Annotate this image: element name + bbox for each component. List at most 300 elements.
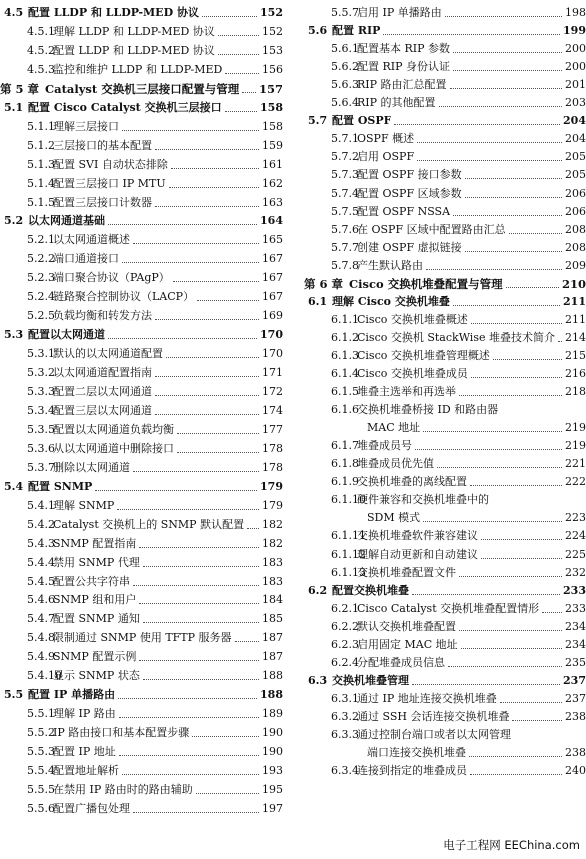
toc-entry-title: 端口聚合协议（PAgP） bbox=[53, 271, 170, 285]
toc-entry-number: 5.2.1 bbox=[27, 233, 55, 247]
toc-entry-number: 5.4.6 bbox=[27, 593, 55, 607]
dot-leader bbox=[139, 547, 259, 548]
dot-leader bbox=[119, 755, 259, 756]
toc-entry-number: 5.7.5 bbox=[331, 204, 359, 218]
dot-leader bbox=[235, 641, 259, 642]
toc-entry[interactable] bbox=[304, 237, 586, 255]
toc-entry-page: 179 bbox=[262, 498, 283, 512]
dot-leader bbox=[202, 16, 257, 17]
toc-entry-number: 5.6.3 bbox=[331, 78, 359, 92]
toc-entry[interactable] bbox=[0, 267, 283, 285]
dot-leader bbox=[417, 142, 562, 143]
toc-entry-title: 启用 OSPF bbox=[357, 150, 415, 164]
toc-entry-page: 219 bbox=[565, 439, 586, 453]
toc-entry-number: 6.3.3 bbox=[331, 728, 359, 741]
toc-entry-number: 6.2.3 bbox=[331, 637, 359, 651]
toc-entry-number: 6.2.1 bbox=[331, 601, 359, 615]
toc-entry-page: 221 bbox=[565, 457, 586, 471]
toc-entry[interactable] bbox=[0, 684, 283, 702]
toc-entry-number: 6.1.13 bbox=[331, 565, 366, 579]
toc-entry[interactable] bbox=[0, 305, 283, 323]
toc-entry-number: 6.3.4 bbox=[331, 764, 359, 778]
toc-entry[interactable] bbox=[0, 2, 283, 20]
toc-entry[interactable] bbox=[304, 544, 586, 562]
toc-entry-number: 6.1.5 bbox=[331, 385, 359, 399]
toc-entry[interactable] bbox=[304, 489, 586, 507]
toc-entry-number: 5.6 bbox=[308, 24, 328, 38]
toc-entry-page: 205 bbox=[565, 150, 586, 164]
toc-entry[interactable] bbox=[0, 229, 283, 247]
toc-entry[interactable] bbox=[0, 419, 283, 437]
toc-entry-title: 启用 IP 单播路由 bbox=[357, 6, 442, 19]
dot-leader bbox=[448, 666, 562, 667]
toc-entry[interactable] bbox=[0, 608, 283, 626]
toc-entry[interactable] bbox=[0, 533, 283, 551]
toc-entry-page: 200 bbox=[565, 60, 586, 74]
toc-entry[interactable] bbox=[304, 291, 586, 309]
toc-entry-number: 5.7.4 bbox=[331, 186, 359, 200]
toc-entry[interactable] bbox=[0, 40, 283, 58]
toc-entry[interactable] bbox=[304, 128, 586, 146]
toc-entry[interactable] bbox=[304, 146, 586, 164]
toc-entry[interactable] bbox=[0, 571, 283, 589]
toc-entry-page: 177 bbox=[262, 422, 283, 436]
dot-leader bbox=[171, 168, 259, 169]
dot-leader bbox=[439, 106, 562, 107]
toc-entry-title: 删除以太网通道 bbox=[53, 460, 130, 474]
dot-leader bbox=[166, 357, 259, 358]
dot-leader bbox=[412, 684, 560, 685]
toc-entry-title: 配置 LLDP 和 LLDP-MED 协议 bbox=[28, 6, 199, 19]
toc-entry[interactable] bbox=[304, 309, 586, 327]
toc-entry[interactable] bbox=[0, 362, 283, 380]
dot-leader bbox=[117, 509, 259, 510]
toc-entry-page: 197 bbox=[262, 801, 283, 815]
toc-entry-page: 167 bbox=[262, 252, 283, 266]
toc-entry[interactable] bbox=[304, 273, 586, 291]
toc-entry-number: 5.3 bbox=[4, 328, 24, 342]
dot-leader bbox=[155, 395, 259, 396]
toc-entry[interactable] bbox=[0, 192, 283, 210]
toc-entry[interactable] bbox=[304, 688, 586, 706]
dot-leader bbox=[133, 585, 259, 586]
toc-entry[interactable] bbox=[304, 634, 586, 652]
dot-leader bbox=[542, 612, 562, 613]
toc-entry-title: SNMP 配置示例 bbox=[53, 650, 137, 664]
dot-leader bbox=[155, 376, 259, 377]
toc-entry-page: 195 bbox=[262, 782, 283, 796]
toc-entry-page: 215 bbox=[565, 348, 586, 362]
dot-leader bbox=[108, 338, 257, 339]
toc-entry[interactable] bbox=[304, 435, 586, 453]
toc-entry[interactable] bbox=[304, 471, 586, 489]
toc-entry[interactable] bbox=[304, 453, 586, 471]
toc-entry-page: 198 bbox=[565, 6, 586, 19]
toc-entry-number: 6.1.1 bbox=[331, 312, 359, 326]
toc-entry-page: 163 bbox=[262, 195, 283, 209]
dot-leader bbox=[465, 251, 562, 252]
toc-entry[interactable] bbox=[0, 324, 283, 342]
dot-leader bbox=[461, 648, 562, 649]
toc-entry-number: 5.5.5 bbox=[27, 782, 55, 796]
toc-entry-page: 238 bbox=[565, 709, 586, 723]
toc-entry-number: 5.4.10 bbox=[27, 669, 62, 683]
dot-leader bbox=[453, 215, 562, 216]
toc-entry-page: 158 bbox=[262, 119, 283, 133]
toc-entry-number: 5.6.4 bbox=[331, 96, 359, 110]
toc-entry-title: 在禁用 IP 路由时的路由辅助 bbox=[53, 782, 193, 796]
toc-entry-page: 185 bbox=[262, 612, 283, 626]
toc-entry-number: 5.4.7 bbox=[27, 612, 55, 626]
toc-entry[interactable] bbox=[0, 97, 283, 115]
toc-entry-title: 禁用 SNMP 代理 bbox=[53, 555, 140, 569]
toc-entry-number: 5.5.1 bbox=[27, 707, 55, 721]
dot-leader bbox=[155, 206, 259, 207]
toc-entry-page: 219 bbox=[565, 421, 586, 435]
toc-entry-page: 182 bbox=[262, 517, 283, 531]
toc-entry[interactable] bbox=[0, 476, 283, 494]
toc-entry[interactable] bbox=[304, 255, 586, 273]
toc-entry-number: 4.5.2 bbox=[27, 43, 55, 57]
dot-leader bbox=[122, 130, 259, 131]
toc-entry-title: 理解 SNMP bbox=[53, 498, 115, 512]
toc-entry-title: 配置 LLDP 和 LLDP-MED 协议 bbox=[53, 43, 215, 57]
toc-entry-page: 234 bbox=[565, 619, 586, 633]
toc-entry[interactable] bbox=[304, 507, 586, 525]
toc-entry-page: 170 bbox=[262, 347, 283, 361]
toc-entry[interactable] bbox=[0, 438, 283, 456]
toc-entry[interactable] bbox=[0, 627, 283, 645]
toc-entry-title: 硬件兼容和交换机堆叠中的 bbox=[357, 493, 489, 507]
toc-entry-title: 配置基本 RIP 参数 bbox=[357, 42, 451, 56]
toc-entry[interactable] bbox=[304, 706, 586, 724]
toc-entry-title: 交换机堆叠配置文件 bbox=[357, 565, 456, 579]
toc-entry-title: 配置三层以太网通道 bbox=[53, 403, 152, 417]
toc-entry-number: 5.6.1 bbox=[331, 42, 359, 56]
toc-entry[interactable] bbox=[0, 495, 283, 513]
toc-entry[interactable] bbox=[304, 580, 586, 598]
dot-leader bbox=[394, 124, 560, 125]
toc-entry-number: 5.7.6 bbox=[331, 222, 359, 236]
toc-entry-number: 5.7.7 bbox=[331, 240, 359, 254]
toc-entry-number: 5.4.9 bbox=[27, 650, 55, 664]
toc-entry-title: 以太网通道基础 bbox=[28, 214, 105, 228]
dot-leader bbox=[177, 433, 259, 434]
toc-entry-title: 配置 Cisco Catalyst 交换机三层接口 bbox=[28, 100, 222, 114]
toc-entry-title: RIP 的其他配置 bbox=[357, 96, 436, 110]
toc-entry-page: 233 bbox=[565, 601, 586, 615]
dot-leader bbox=[459, 576, 562, 577]
toc-entry-page: 225 bbox=[565, 547, 586, 561]
toc-entry[interactable] bbox=[0, 248, 283, 266]
toc-entry-number: 5.7.3 bbox=[331, 168, 359, 182]
toc-entry-page: 152 bbox=[262, 24, 283, 38]
toc-entry-page: 193 bbox=[262, 764, 283, 777]
toc-entry-number: 5.3.5 bbox=[27, 422, 55, 436]
dot-leader bbox=[453, 52, 562, 53]
toc-entry-page: 240 bbox=[565, 764, 586, 778]
toc-entry[interactable] bbox=[0, 400, 283, 418]
dot-leader bbox=[155, 149, 259, 150]
toc-entry[interactable] bbox=[304, 92, 586, 110]
toc-entry-number: 6.1.10 bbox=[331, 493, 366, 507]
toc-entry-number: 5.4 bbox=[4, 479, 24, 493]
toc-entry[interactable] bbox=[0, 381, 283, 399]
toc-entry-number: 6.3.1 bbox=[331, 691, 359, 705]
toc-entry[interactable] bbox=[304, 525, 586, 543]
toc-entry[interactable] bbox=[304, 74, 586, 92]
toc-entry[interactable] bbox=[304, 164, 586, 182]
toc-entry-number: 5.1.4 bbox=[27, 176, 55, 190]
toc-entry-page: 237 bbox=[563, 673, 586, 687]
toc-entry-page: 182 bbox=[262, 536, 283, 550]
toc-entry[interactable] bbox=[304, 760, 586, 778]
toc-entry[interactable] bbox=[304, 652, 586, 670]
dot-leader bbox=[108, 224, 257, 225]
dot-leader bbox=[481, 539, 562, 540]
toc-entry-title: RIP 路由汇总配置 bbox=[357, 78, 447, 92]
toc-entry-title: 配置交换机堆叠 bbox=[332, 583, 409, 597]
toc-entry-page: 208 bbox=[565, 222, 586, 236]
toc-entry-page: 190 bbox=[262, 726, 283, 740]
dot-leader bbox=[118, 698, 257, 699]
toc-entry-number: 5.5.3 bbox=[27, 745, 55, 759]
dot-leader bbox=[133, 812, 259, 813]
dot-leader bbox=[426, 269, 562, 270]
toc-entry-number: 5.3.1 bbox=[27, 347, 55, 361]
toc-entry-number: 5.1.1 bbox=[27, 119, 55, 133]
toc-entry-title: 理解 IP 路由 bbox=[53, 707, 116, 721]
dot-leader bbox=[169, 187, 259, 188]
toc-entry[interactable] bbox=[304, 56, 586, 74]
toc-entry-page: 188 bbox=[262, 669, 283, 683]
toc-entry[interactable] bbox=[0, 116, 283, 134]
toc-entry-page: 235 bbox=[565, 655, 586, 669]
toc-entry-number: 5.4.1 bbox=[27, 498, 55, 512]
toc-entry-title: 配置 IP 单播路由 bbox=[28, 688, 116, 702]
dot-leader bbox=[471, 377, 562, 378]
toc-entry[interactable] bbox=[0, 760, 283, 778]
toc-entry-page: 152 bbox=[260, 6, 283, 19]
dot-leader bbox=[218, 35, 259, 36]
toc-entry[interactable] bbox=[0, 703, 283, 721]
dot-leader bbox=[453, 70, 562, 71]
dot-leader bbox=[465, 197, 562, 198]
toc-entry-page: 218 bbox=[565, 385, 586, 399]
toc-entry-page: 187 bbox=[262, 650, 283, 664]
toc-entry-title: 配置以太网通道负载均衡 bbox=[53, 422, 174, 436]
toc-entry-page: 203 bbox=[565, 96, 586, 110]
toc-entry-page: 237 bbox=[565, 691, 586, 705]
toc-entry-page: 233 bbox=[563, 583, 586, 597]
toc-entry[interactable] bbox=[0, 798, 283, 816]
toc-entry[interactable] bbox=[0, 779, 283, 797]
toc-entry-title: 配置三层接口计数器 bbox=[53, 195, 152, 209]
toc-entry[interactable] bbox=[0, 589, 283, 607]
toc-entry[interactable] bbox=[304, 183, 586, 201]
toc-entry-title: IP 路由接口和基本配置步骤 bbox=[53, 726, 190, 740]
toc-entry-number: 5.1.5 bbox=[27, 195, 55, 209]
watermark-footer: 电子工程网 EEChina.com bbox=[443, 838, 580, 852]
toc-entry[interactable] bbox=[304, 562, 586, 580]
toc-entry[interactable] bbox=[304, 2, 586, 20]
toc-entry-page: 238 bbox=[565, 746, 586, 760]
toc-entry-number: 5.1 bbox=[4, 100, 24, 114]
toc-entry-title: 限制通过 SNMP 使用 TFTP 服务器 bbox=[53, 631, 232, 645]
toc-entry-number: 5.4.2 bbox=[27, 517, 55, 531]
toc-entry[interactable] bbox=[0, 286, 283, 304]
toc-entry[interactable] bbox=[0, 173, 283, 191]
toc-entry-title: 堆叠成员号 bbox=[357, 439, 412, 453]
toc-entry[interactable] bbox=[0, 665, 283, 683]
toc-entry[interactable] bbox=[304, 363, 586, 381]
toc-entry-title: 配置二层以太网通道 bbox=[53, 385, 152, 398]
dot-leader bbox=[453, 305, 560, 306]
toc-entry-title: 配置以太网通道 bbox=[28, 328, 105, 342]
toc-entry[interactable] bbox=[304, 110, 586, 128]
toc-entry-number: 5.3.7 bbox=[27, 460, 55, 474]
toc-entry-page: 174 bbox=[262, 403, 283, 417]
toc-entry[interactable] bbox=[0, 457, 283, 475]
toc-entry-number: 5.4.3 bbox=[27, 536, 55, 550]
toc-entry-number: 4.5 bbox=[4, 6, 24, 19]
toc-entry-page: 158 bbox=[260, 100, 283, 114]
toc-entry-title: 配置 RIP bbox=[332, 24, 381, 38]
toc-entry-title: Cisco 交换机 StackWise 堆叠技术简介 bbox=[357, 330, 555, 344]
toc-entry[interactable] bbox=[0, 343, 283, 361]
toc-entry[interactable] bbox=[304, 598, 586, 616]
toc-entry-number: 5.4.8 bbox=[27, 631, 55, 645]
toc-entry-title: Cisco 交换机堆叠成员 bbox=[357, 367, 468, 380]
dot-leader bbox=[122, 774, 259, 775]
toc-entry-title: SNMP 组和用户 bbox=[53, 593, 137, 607]
toc-entry-title: SDM 模式 bbox=[367, 511, 421, 525]
toc-entry[interactable] bbox=[0, 210, 283, 228]
toc-entry-title: 交换机堆叠桥接 ID 和路由器 bbox=[357, 403, 499, 417]
toc-entry[interactable] bbox=[0, 741, 283, 759]
dot-leader bbox=[143, 679, 259, 680]
toc-entry-title: 创建 OSPF 虚拟链接 bbox=[357, 240, 462, 254]
toc-entry[interactable] bbox=[0, 135, 283, 153]
toc-entry[interactable] bbox=[0, 552, 283, 570]
toc-entry-page: 167 bbox=[262, 271, 283, 285]
toc-entry-page: 206 bbox=[565, 186, 586, 200]
toc-entry-page: 189 bbox=[262, 707, 283, 721]
toc-entry-page: 162 bbox=[262, 176, 283, 190]
toc-entry[interactable] bbox=[304, 381, 586, 399]
toc-entry-title: MAC 地址 bbox=[367, 421, 421, 435]
dot-leader bbox=[500, 702, 562, 703]
toc-entry[interactable] bbox=[304, 327, 586, 345]
toc-entry[interactable] bbox=[304, 742, 586, 760]
toc-entry-number: 5.2 bbox=[4, 214, 24, 228]
toc-entry[interactable] bbox=[304, 616, 586, 634]
toc-entry-number: 5.5.6 bbox=[27, 801, 55, 815]
toc-entry[interactable] bbox=[0, 78, 283, 96]
toc-entry-page: 167 bbox=[262, 290, 283, 304]
toc-entry-page: 161 bbox=[262, 157, 283, 171]
toc-entry-number: 5.5 bbox=[4, 688, 24, 702]
toc-entry[interactable] bbox=[304, 20, 586, 38]
toc-entry[interactable] bbox=[304, 345, 586, 363]
toc-entry-title: 理解自动更新和自动建议 bbox=[357, 547, 478, 561]
toc-entry-page: 188 bbox=[260, 688, 283, 702]
toc-entry-page: 183 bbox=[262, 555, 283, 569]
dot-leader bbox=[459, 630, 562, 631]
dot-leader bbox=[417, 160, 562, 161]
toc-entry[interactable] bbox=[0, 514, 283, 532]
toc-entry-title: 链路聚合控制协议（LACP） bbox=[53, 290, 195, 304]
toc-entry[interactable] bbox=[0, 59, 283, 77]
toc-entry-page: 171 bbox=[262, 366, 283, 380]
toc-entry-page: 210 bbox=[561, 276, 586, 291]
toc-entry-title: 配置 IP 地址 bbox=[53, 745, 116, 759]
toc-entry-number: 5.1.2 bbox=[27, 138, 55, 152]
toc-entry-number: 6.1.3 bbox=[331, 348, 359, 362]
dot-leader bbox=[143, 566, 259, 567]
toc-entry-page: 184 bbox=[262, 593, 283, 607]
dot-leader bbox=[470, 485, 562, 486]
toc-entry-title: 交换机堆叠软件兼容建议 bbox=[357, 529, 478, 543]
toc-entry-number: 5.4.4 bbox=[27, 555, 55, 569]
dot-leader bbox=[512, 720, 562, 721]
toc-entry-number: 5.3.3 bbox=[27, 385, 55, 398]
toc-entry-number: 5.3.6 bbox=[27, 441, 55, 455]
dot-leader bbox=[133, 471, 259, 472]
toc-entry[interactable] bbox=[0, 154, 283, 172]
toc-entry-page: 187 bbox=[262, 631, 283, 645]
toc-entry-number: 第 6 章 bbox=[304, 276, 344, 291]
toc-entry[interactable] bbox=[0, 646, 283, 664]
toc-entry-page: 178 bbox=[262, 460, 283, 474]
toc-entry-title: 配置 SNMP 通知 bbox=[53, 612, 140, 626]
toc-entry-title: 启用固定 MAC 地址 bbox=[357, 637, 458, 651]
toc-entry-page: 211 bbox=[565, 312, 586, 326]
toc-entry[interactable] bbox=[304, 724, 586, 742]
toc-entry-title: 从以太网通道中删除接口 bbox=[53, 441, 174, 455]
toc-entry[interactable] bbox=[0, 21, 283, 39]
toc-entry-number: 6.1.6 bbox=[331, 403, 359, 417]
dot-leader bbox=[558, 341, 562, 342]
toc-entry[interactable] bbox=[304, 670, 586, 688]
toc-entry-number: 6.2.4 bbox=[331, 655, 359, 669]
toc-entry[interactable] bbox=[304, 201, 586, 219]
toc-entry[interactable] bbox=[304, 399, 586, 417]
toc-entry-page: 209 bbox=[565, 258, 586, 272]
toc-entry-page: 216 bbox=[565, 367, 586, 380]
toc-entry-page: 169 bbox=[262, 309, 283, 323]
toc-entry-title: 默认的以太网通道配置 bbox=[53, 347, 163, 361]
toc-entry[interactable] bbox=[304, 38, 586, 56]
dot-leader bbox=[196, 793, 259, 794]
dot-leader bbox=[225, 111, 257, 112]
toc-entry-number: 5.3.4 bbox=[27, 403, 55, 417]
toc-entry-title: 默认交换机堆叠配置 bbox=[357, 619, 456, 633]
toc-entry-title: 配置 OSPF NSSA bbox=[357, 204, 451, 218]
toc-entry-title: 堆叠主选举和再选举 bbox=[357, 385, 456, 399]
dot-leader bbox=[143, 622, 259, 623]
toc-entry[interactable] bbox=[0, 722, 283, 740]
toc-entry-number: 6.2 bbox=[308, 583, 328, 597]
toc-entry-page: 172 bbox=[262, 385, 283, 398]
toc-entry-number: 5.5.2 bbox=[27, 726, 55, 740]
toc-entry-title: 配置 OSPF bbox=[332, 114, 392, 128]
toc-entry-page: 205 bbox=[565, 168, 586, 182]
toc-entry-number: 5.7.1 bbox=[331, 132, 359, 146]
toc-entry-number: 5.2.3 bbox=[27, 271, 55, 285]
toc-entry[interactable] bbox=[304, 219, 586, 237]
toc-entry[interactable] bbox=[304, 417, 586, 435]
